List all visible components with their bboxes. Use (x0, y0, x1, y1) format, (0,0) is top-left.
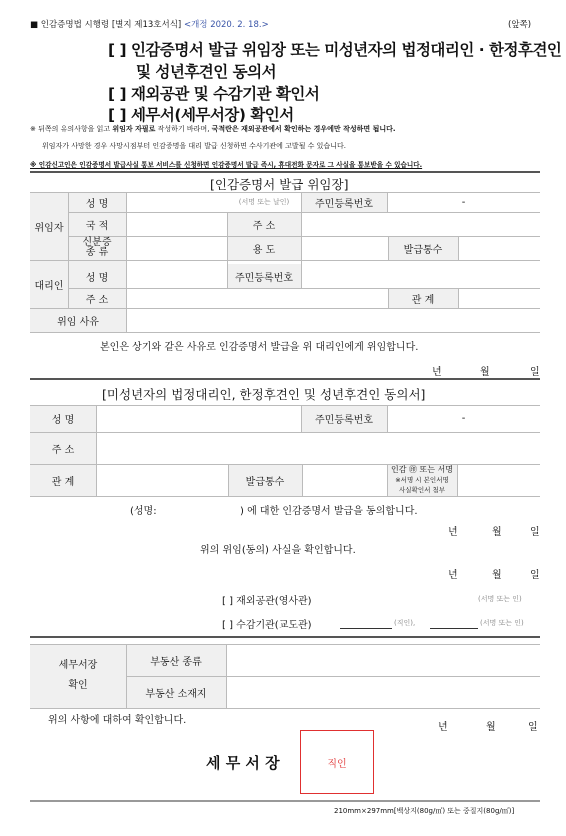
title-line-1: [ ] 인감증명서 발급 위임장 또는 미성년자의 법정대리인 · 한정후견인 (108, 41, 562, 59)
form-reference: ■ 인감증명법 시행령 [별지 제13호서식] <개정 2020. 2. 18.> (30, 20, 269, 30)
note-2: 위임자가 사망한 경우 사망시점부터 인감증명을 대리 발급 신청하면 수사기관에 고발될 수 있습니다. (42, 142, 346, 150)
prison-confirm: [ ] 수감기관(교도관) (222, 620, 312, 631)
consent-open: (성명: (130, 506, 157, 517)
property-location-label: 부동산 소재지 (145, 688, 207, 700)
agent-label: 대리인 (34, 280, 64, 292)
embassy-sign-hint: (서명 또는 인) (478, 595, 522, 603)
reason-label: 위임 사유 (57, 316, 99, 328)
prison-sign-hint: (서명 또는 인) (480, 619, 524, 627)
delegator-rrn-label: 주민등록번호 (315, 198, 373, 210)
guardian-rrn-dash: - (461, 413, 466, 424)
section2-title: [미성년자의 법정대리인, 한정후견인 및 성년후견인 동의서] (102, 387, 426, 402)
property-type-label: 부동산 종류 (150, 656, 202, 668)
delegator-label: 위임자 (34, 222, 64, 234)
s4-month: 월 (486, 722, 496, 733)
paper-spec: 210mm×297mm[백상지(80g/㎡) 또는 중질지(80g/㎡)] (334, 807, 515, 815)
s1-month: 월 (480, 367, 490, 378)
delegator-address-label: 주 소 (252, 220, 276, 232)
copies-label: 발급통수 (403, 244, 443, 256)
page-side: (앞쪽) (508, 20, 532, 30)
s4-day: 일 (528, 722, 538, 733)
delegator-name-label: 성 명 (85, 198, 109, 210)
agent-rrn-label: 주민등록번호 (235, 272, 293, 284)
tax-chief-title: 세 무 서 장 (206, 754, 280, 772)
s1-day: 일 (530, 367, 540, 378)
tax-confirm-statement: 위의 사항에 대하여 확인합니다. (48, 715, 187, 726)
consent-statement: ) 에 대한 인감증명서 발급을 동의합니다. (240, 506, 418, 517)
s2-month: 월 (492, 527, 502, 538)
s2-year: 년 (448, 527, 458, 538)
delegator-sign-hint: (서명 또는 날인) (238, 198, 290, 206)
note-3: ※ 인감신고인은 인감증명서 발급사실 통보 서비스를 신청하면 인감증명서 발급 즉시, 휴대전화 문자로 그 사실을 통보받을 수 있습니다. (30, 161, 423, 169)
guardian-address-label: 주 소 (51, 444, 75, 456)
id-type-label: 신분증 종 류 (82, 237, 112, 258)
guardian-rrn-label: 주민등록번호 (315, 415, 373, 426)
guardian-seal-label: 인감 ㊞ 또는 서명 ※서명 시 본인서명 사실확인서 첨부 (391, 465, 453, 494)
title-line-4: [ ] 세무서(세무서장) 확인서 (108, 106, 294, 124)
agent-address-label: 주 소 (85, 294, 109, 306)
guardian-name-label: 성 명 (51, 415, 75, 426)
nationality-label: 국 적 (85, 220, 109, 232)
guardian-relation-label: 관 계 (51, 476, 75, 488)
section1-title: [인감증명서 발급 위임장] (210, 177, 349, 192)
title-line-2: 및 성년후견인 동의서 (136, 63, 277, 81)
s3-day: 일 (530, 570, 540, 581)
confirm-statement: 위의 위임(동의) 사실을 확인합니다. (200, 545, 356, 556)
agent-name-label: 성 명 (85, 272, 109, 284)
agent-relation-label: 관 계 (411, 294, 435, 306)
delegation-statement: 본인은 상기와 같은 사유로 인감증명서 발급을 위 대리인에게 위임합니다. (100, 342, 419, 353)
revision-date: <개정 2020. 2. 18.> (183, 20, 269, 30)
official-seal-box (300, 730, 374, 794)
s1-year: 년 (432, 367, 442, 378)
guardian-copies-label: 발급통수 (245, 476, 285, 488)
s3-month: 월 (492, 570, 502, 581)
note-1: ※ 뒤쪽의 유의사항을 읽고 위임자 자필로 작성하기 바라며, 국적란은 재외공관에서 확인하는 경우에만 작성하면 됩니다. (30, 125, 396, 133)
delegator-rrn-dash: - (461, 196, 466, 208)
s3-year: 년 (448, 570, 458, 581)
s2-day: 일 (530, 527, 540, 538)
embassy-confirm: [ ] 재외공관(영사관) (222, 596, 312, 607)
official-seal-text: 직인 (327, 758, 347, 770)
title-line-3: [ ] 재외공관 및 수감기관 확인서 (108, 85, 320, 103)
prison-seal-hint: (직인), (394, 619, 416, 627)
tax-office-label: 세무서장 확인 (58, 660, 98, 691)
usage-label: 용 도 (252, 244, 276, 256)
s4-year: 년 (438, 722, 448, 733)
